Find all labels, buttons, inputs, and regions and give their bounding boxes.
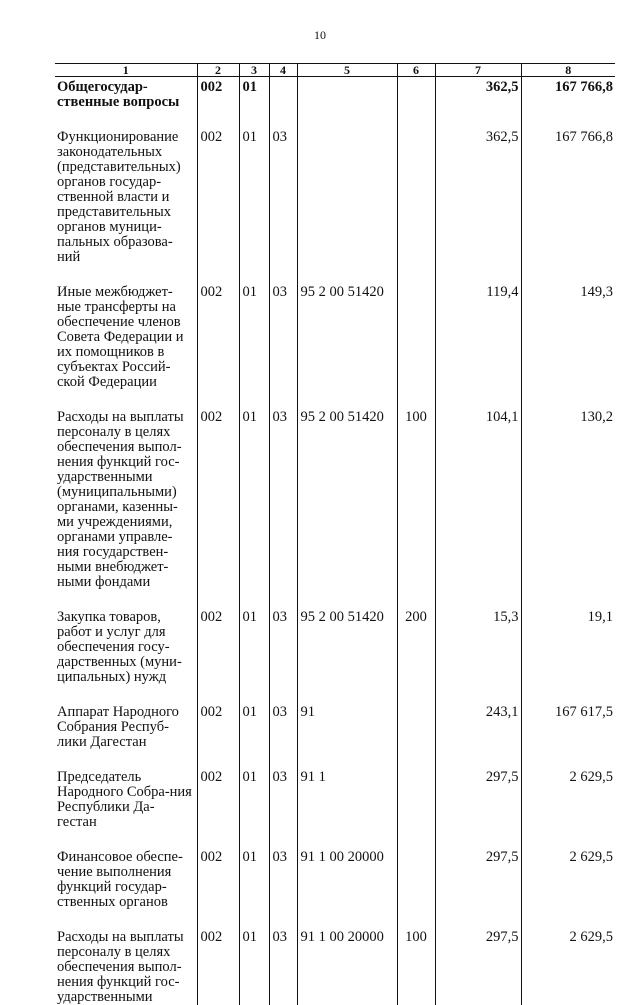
amount-2-cell: 19,1 — [521, 607, 615, 685]
code-cell: 002 — [197, 77, 239, 111]
spacer-cell — [397, 830, 435, 847]
spacer-cell — [239, 265, 269, 282]
subsection-cell: 03 — [269, 847, 297, 910]
target-item-cell: 91 1 — [297, 767, 397, 830]
table-row — [55, 927, 615, 1005]
spacer-cell — [239, 110, 269, 127]
expense-type-cell — [397, 77, 435, 111]
spacer-cell — [435, 910, 521, 927]
subsection-cell: 03 — [269, 767, 297, 830]
table-row — [55, 407, 615, 590]
code-cell: 002 — [197, 282, 239, 390]
subsection-cell: 03 — [269, 282, 297, 390]
spacer-cell — [239, 685, 269, 702]
spacer-cell — [239, 910, 269, 927]
target-item-cell: 91 1 00 20000 — [297, 927, 397, 1005]
amount-1-cell: 297,5 — [435, 927, 521, 1005]
code-cell: 002 — [197, 127, 239, 265]
subsection-cell: 03 — [269, 927, 297, 1005]
amount-2-cell: 2 629,5 — [521, 847, 615, 910]
spacer-cell — [269, 110, 297, 127]
page-number: 10 — [0, 28, 640, 43]
spacer-cell — [197, 830, 239, 847]
amount-2-cell: 167 766,8 — [521, 77, 615, 111]
spacer-cell — [297, 590, 397, 607]
expense-type-cell: 200 — [397, 607, 435, 685]
spacer-cell — [297, 750, 397, 767]
spacer-cell — [269, 685, 297, 702]
code-cell: 002 — [197, 847, 239, 910]
table-row — [55, 77, 615, 111]
amount-1-cell: 297,5 — [435, 767, 521, 830]
item-name-cell: Финансовое обеспе-чение выполнения функций государ-ственных органов — [55, 847, 197, 910]
column-header: 4 — [269, 64, 297, 77]
spacer-cell — [239, 830, 269, 847]
amount-2-cell: 2 629,5 — [521, 767, 615, 830]
spacer-cell — [397, 265, 435, 282]
column-header: 5 — [297, 64, 397, 77]
spacer-cell — [435, 685, 521, 702]
item-name-cell: Функционирование законодательных (представительных) органов государ-ственной власти и представительных органов муници-пальных образова-ний — [55, 127, 197, 265]
spacer-cell — [397, 910, 435, 927]
row-spacer — [55, 685, 615, 702]
expense-type-cell — [397, 847, 435, 910]
column-header: 8 — [521, 64, 615, 77]
row-spacer — [55, 110, 615, 127]
amount-2-cell: 149,3 — [521, 282, 615, 390]
spacer-cell — [397, 590, 435, 607]
amount-1-cell: 362,5 — [435, 127, 521, 265]
spacer-cell — [55, 830, 197, 847]
amount-1-cell: 119,4 — [435, 282, 521, 390]
item-name-cell: Общегосудар-ственные вопросы — [55, 77, 197, 111]
section-cell: 01 — [239, 607, 269, 685]
column-header: 3 — [239, 64, 269, 77]
spacer-cell — [269, 910, 297, 927]
code-cell: 002 — [197, 927, 239, 1005]
spacer-cell — [197, 910, 239, 927]
target-item-cell: 95 2 00 51420 — [297, 607, 397, 685]
row-spacer — [55, 265, 615, 282]
target-item-cell: 95 2 00 51420 — [297, 407, 397, 590]
spacer-cell — [55, 110, 197, 127]
column-header: 7 — [435, 64, 521, 77]
expense-type-cell — [397, 702, 435, 750]
spacer-cell — [521, 750, 615, 767]
table-row — [55, 702, 615, 750]
column-header: 2 — [197, 64, 239, 77]
item-name-cell: Председатель Народного Собра-ния Республики Да-гестан — [55, 767, 197, 830]
spacer-cell — [239, 390, 269, 407]
amount-2-cell: 167 766,8 — [521, 127, 615, 265]
spacer-cell — [55, 590, 197, 607]
spacer-cell — [435, 590, 521, 607]
amount-2-cell: 167 617,5 — [521, 702, 615, 750]
spacer-cell — [269, 590, 297, 607]
expense-type-cell — [397, 767, 435, 830]
spacer-cell — [521, 830, 615, 847]
spacer-cell — [435, 750, 521, 767]
spacer-cell — [521, 685, 615, 702]
table-header-row — [55, 64, 615, 77]
amount-1-cell: 297,5 — [435, 847, 521, 910]
amount-1-cell: 15,3 — [435, 607, 521, 685]
spacer-cell — [521, 590, 615, 607]
spacer-cell — [397, 685, 435, 702]
row-spacer — [55, 590, 615, 607]
code-cell: 002 — [197, 702, 239, 750]
spacer-cell — [55, 910, 197, 927]
spacer-cell — [269, 830, 297, 847]
section-cell: 01 — [239, 127, 269, 265]
amount-1-cell: 362,5 — [435, 77, 521, 111]
subsection-cell: 03 — [269, 607, 297, 685]
spacer-cell — [521, 390, 615, 407]
amount-1-cell: 243,1 — [435, 702, 521, 750]
target-item-cell: 91 — [297, 702, 397, 750]
expense-type-cell — [397, 127, 435, 265]
spacer-cell — [269, 390, 297, 407]
spacer-cell — [397, 750, 435, 767]
budget-table — [55, 63, 615, 1005]
subsection-cell — [269, 77, 297, 111]
target-item-cell: 95 2 00 51420 — [297, 282, 397, 390]
spacer-cell — [55, 685, 197, 702]
code-cell: 002 — [197, 607, 239, 685]
spacer-cell — [297, 830, 397, 847]
section-cell: 01 — [239, 282, 269, 390]
item-name-cell: Расходы на выплаты персоналу в целях обеспечения выпол-нения функций гос-ударственными (муниципальными) органами, казенны-ми учреждениями, органами управле-ния государствен-ными внебюджет-ными фондами — [55, 407, 197, 590]
item-name-cell: Иные межбюджет-ные трансферты на обеспечение членов Совета Федерации и их помощников в субъектах Россий-ской Федерации — [55, 282, 197, 390]
amount-2-cell: 130,2 — [521, 407, 615, 590]
spacer-cell — [435, 390, 521, 407]
expense-type-cell: 100 — [397, 407, 435, 590]
spacer-cell — [521, 910, 615, 927]
spacer-cell — [55, 750, 197, 767]
table-row — [55, 767, 615, 830]
spacer-cell — [197, 750, 239, 767]
spacer-cell — [521, 265, 615, 282]
section-cell: 01 — [239, 767, 269, 830]
spacer-cell — [197, 390, 239, 407]
spacer-cell — [297, 390, 397, 407]
section-cell: 01 — [239, 847, 269, 910]
amount-1-cell: 104,1 — [435, 407, 521, 590]
section-cell: 01 — [239, 407, 269, 590]
item-name-cell: Аппарат Народного Собрания Респуб-лики Дагестан — [55, 702, 197, 750]
subsection-cell: 03 — [269, 127, 297, 265]
table-row — [55, 847, 615, 910]
spacer-cell — [435, 265, 521, 282]
code-cell: 002 — [197, 407, 239, 590]
section-cell: 01 — [239, 702, 269, 750]
code-cell: 002 — [197, 767, 239, 830]
spacer-cell — [55, 265, 197, 282]
table-row — [55, 282, 615, 390]
spacer-cell — [297, 685, 397, 702]
expense-type-cell: 100 — [397, 927, 435, 1005]
column-header: 1 — [55, 64, 197, 77]
spacer-cell — [297, 265, 397, 282]
spacer-cell — [55, 390, 197, 407]
column-header: 6 — [397, 64, 435, 77]
spacer-cell — [297, 110, 397, 127]
table-body — [55, 77, 615, 1005]
subsection-cell: 03 — [269, 702, 297, 750]
spacer-cell — [297, 910, 397, 927]
row-spacer — [55, 750, 615, 767]
spacer-cell — [397, 110, 435, 127]
table-row — [55, 607, 615, 685]
item-name-cell: Закупка товаров, работ и услуг для обеспечения госу-дарственных (муни-ципальных) нужд — [55, 607, 197, 685]
spacer-cell — [239, 590, 269, 607]
spacer-cell — [521, 110, 615, 127]
table-row — [55, 127, 615, 265]
row-spacer — [55, 830, 615, 847]
section-cell: 01 — [239, 77, 269, 111]
spacer-cell — [435, 110, 521, 127]
spacer-cell — [197, 110, 239, 127]
target-item-cell — [297, 127, 397, 265]
target-item-cell: 91 1 00 20000 — [297, 847, 397, 910]
row-spacer — [55, 390, 615, 407]
spacer-cell — [239, 750, 269, 767]
spacer-cell — [269, 750, 297, 767]
spacer-cell — [197, 590, 239, 607]
spacer-cell — [197, 265, 239, 282]
row-spacer — [55, 910, 615, 927]
spacer-cell — [269, 265, 297, 282]
item-name-cell: Расходы на выплаты персоналу в целях обеспечения выпол-нения функций гос-ударственными — [55, 927, 197, 1005]
spacer-cell — [197, 685, 239, 702]
target-item-cell — [297, 77, 397, 111]
spacer-cell — [397, 390, 435, 407]
subsection-cell: 03 — [269, 407, 297, 590]
spacer-cell — [435, 830, 521, 847]
expense-type-cell — [397, 282, 435, 390]
section-cell: 01 — [239, 927, 269, 1005]
amount-2-cell: 2 629,5 — [521, 927, 615, 1005]
